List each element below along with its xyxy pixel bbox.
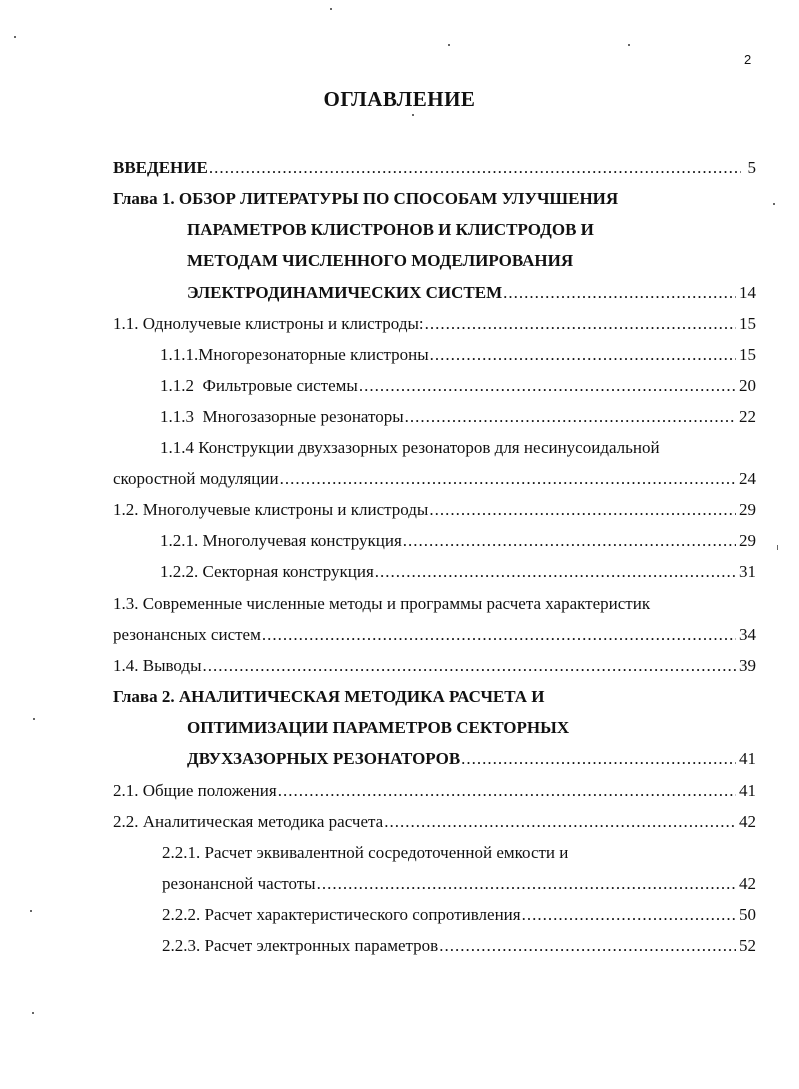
dot-leader — [203, 653, 736, 679]
toc-entry-1-3-line1[interactable]: 1.3. Современные численные методы и программы расчета характеристик — [113, 594, 651, 613]
toc-entry-page: 42 — [739, 812, 756, 831]
toc-entry-text: 1.1. Однолучевые клистроны и клистроды: — [113, 314, 424, 333]
toc-entry-1-3-line2[interactable] — [113, 622, 756, 648]
dot-leader — [317, 871, 736, 897]
toc-entry-page: 41 — [739, 781, 756, 800]
scan-speck — [30, 910, 32, 912]
toc-entry-2-2-2[interactable] — [162, 902, 756, 928]
toc-entry-page: 20 — [739, 376, 756, 395]
toc-entry-page: 29 — [739, 531, 756, 550]
scan-speck — [32, 1012, 34, 1014]
page-title: ОГЛАВЛЕНИЕ — [323, 87, 476, 111]
toc-entry-text: 1.1.2 Фильтровые системы — [160, 376, 358, 395]
toc-entry-1-1-4-line2[interactable] — [113, 466, 756, 492]
toc-entry-1-2-2[interactable] — [160, 559, 756, 585]
toc-entry-page: 39 — [739, 656, 756, 675]
toc-chapter2-line2[interactable]: ОПТИМИЗАЦИИ ПАРАМЕТРОВ СЕКТОРНЫХ — [187, 718, 570, 737]
scan-speck — [14, 36, 16, 38]
dot-leader — [209, 155, 742, 181]
toc-entry-text: скоростной модуляции — [113, 469, 279, 488]
toc-entry-1-2[interactable] — [113, 497, 756, 523]
page-number: 2 — [744, 52, 752, 67]
toc-chapter1-line4[interactable] — [187, 280, 756, 306]
dot-leader — [461, 746, 736, 772]
dot-leader — [429, 497, 736, 523]
toc-entry-page: 22 — [739, 407, 756, 426]
scan-speck — [330, 8, 332, 10]
scan-speck — [33, 718, 35, 720]
dot-leader — [384, 809, 736, 835]
dot-leader — [375, 559, 736, 585]
toc-chapter1-line2[interactable]: ПАРАМЕТРОВ КЛИСТРОНОВ И КЛИСТРОДОВ И — [187, 220, 594, 239]
toc-entry-page: 14 — [739, 283, 756, 302]
toc-entry-page: 52 — [739, 936, 756, 955]
toc-entry-text: 2.1. Общие положения — [113, 781, 277, 800]
toc-entry-text: 1.1.1.Многорезонаторные клистроны — [160, 345, 429, 364]
toc-entry-text: резонансной частоты — [162, 874, 316, 893]
toc-entry-2-2-1-line2[interactable] — [162, 871, 756, 897]
toc-entry-1-4[interactable] — [113, 653, 756, 679]
toc-entry-page: 24 — [739, 469, 756, 488]
toc-entry-page: 34 — [739, 625, 756, 644]
toc-entry-text: 2.2.2. Расчет характеристического сопротивления — [162, 905, 521, 924]
toc-chapter1-line1[interactable]: Глава 1. ОБЗОР ЛИТЕРАТУРЫ ПО СПОСОБАМ УЛУЧШЕНИЯ — [113, 189, 619, 208]
dot-leader — [425, 311, 736, 337]
dot-leader — [280, 466, 736, 492]
dot-leader — [403, 528, 736, 554]
toc-entry-page: 31 — [739, 562, 756, 581]
toc-entry-page: 42 — [739, 874, 756, 893]
toc-entry-2-1[interactable] — [113, 778, 756, 804]
toc-entry-page: 41 — [739, 749, 756, 768]
toc-chapter2-line1[interactable]: Глава 2. АНАЛИТИЧЕСКАЯ МЕТОДИКА РАСЧЕТА И — [113, 687, 545, 706]
scan-speck — [628, 44, 630, 46]
toc-entry-page: 5 — [747, 158, 756, 177]
toc-entry-1-1-1[interactable] — [160, 342, 756, 368]
toc-chapter1-line3[interactable]: МЕТОДАМ ЧИСЛЕННОГО МОДЕЛИРОВАНИЯ — [187, 251, 574, 270]
dot-leader — [359, 373, 736, 399]
toc-entry-text: резонансных систем — [113, 625, 261, 644]
toc-entry-1-1-3[interactable] — [160, 404, 756, 430]
toc-chapter2-line3[interactable] — [187, 746, 756, 772]
toc-entry-text: 1.2. Многолучевые клистроны и клистроды — [113, 500, 429, 519]
toc-entry-text: 2.2. Аналитическая методика расчета — [113, 812, 384, 831]
toc-entry-text: 1.1.3 Многозазорные резонаторы — [160, 407, 404, 426]
toc-entry-page: 15 — [739, 314, 756, 333]
toc-entry-intro[interactable] — [113, 155, 756, 181]
toc-entry-text: ЭЛЕКТРОДИНАМИЧЕСКИХ СИСТЕМ — [187, 283, 503, 302]
toc-entry-2-2-3[interactable] — [162, 933, 756, 959]
scan-speck — [412, 114, 414, 116]
dot-leader — [522, 902, 736, 928]
dot-leader — [262, 622, 736, 648]
toc-entry-1-1[interactable] — [113, 311, 756, 337]
dot-leader — [405, 404, 736, 430]
dot-leader — [430, 342, 736, 368]
toc-entry-text: 1.4. Выводы — [113, 656, 202, 675]
toc-entry-text: 2.2.3. Расчет электронных параметров — [162, 936, 439, 955]
toc-entry-page: 15 — [739, 345, 756, 364]
scan-speck — [773, 203, 775, 205]
toc-entry-text: ВВЕДЕНИЕ — [113, 158, 208, 177]
toc-entry-2-2-1-line1[interactable]: 2.2.1. Расчет эквивалентной сосредоточенной емкости и — [162, 843, 569, 862]
toc-entry-page: 50 — [739, 905, 756, 924]
toc-entry-text: 1.2.1. Многолучевая конструкция — [160, 531, 402, 550]
toc-entry-2-2[interactable] — [113, 809, 756, 835]
dot-leader — [503, 280, 736, 306]
scan-speck — [777, 545, 778, 550]
toc-entry-text: 1.2.2. Секторная конструкция — [160, 562, 374, 581]
toc-entry-text: ДВУХЗАЗОРНЫХ РЕЗОНАТОРОВ — [187, 749, 461, 768]
toc-entry-page: 29 — [739, 500, 756, 519]
toc-entry-1-2-1[interactable] — [160, 528, 756, 554]
dot-leader — [439, 933, 736, 959]
toc-entry-1-1-4-line1[interactable]: 1.1.4 Конструкции двухзазорных резонаторов для несинусоидальной — [160, 438, 660, 457]
scan-speck — [448, 44, 450, 46]
toc-entry-1-1-2[interactable] — [160, 373, 756, 399]
dot-leader — [278, 778, 736, 804]
